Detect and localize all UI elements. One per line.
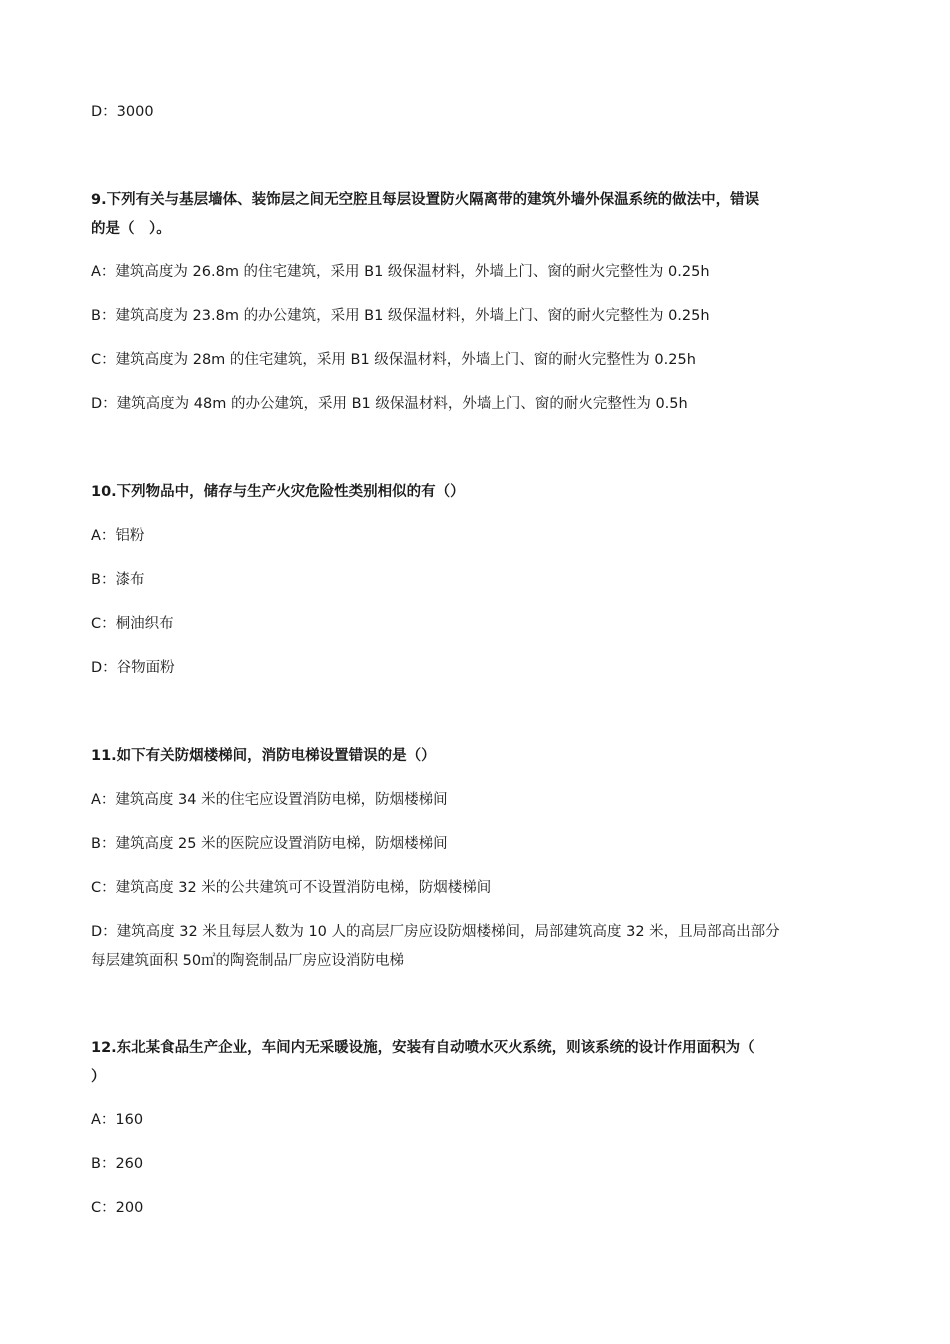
q12-stem-line2: ）	[91, 1069, 106, 1085]
q9-option-b: B：建筑高度为 23.8m 的办公建筑，采用 B1 级保温材料，外墙上门、窗的耐火完整性为 0.25h	[91, 308, 710, 324]
q9-option-c: C：建筑高度为 28m 的住宅建筑，采用 B1 级保温材料，外墙上门、窗的耐火完整性为 0.25h	[91, 352, 696, 368]
q11-option-d-line1: D：建筑高度 32 米且每层人数为 10 人的高层厂房应设防烟楼梯间，局部建筑高度 32 米，且局部高出部分	[91, 924, 780, 940]
q10-option-d: D：谷物面粉	[91, 660, 175, 676]
q11-option-c: C：建筑高度 32 米的公共建筑可不设置消防电梯，防烟楼梯间	[91, 880, 492, 896]
q12-option-c: C：200	[91, 1200, 144, 1216]
q9-option-a: A：建筑高度为 26.8m 的住宅建筑，采用 B1 级保温材料，外墙上门、窗的耐火完整性为 0.25h	[91, 264, 710, 280]
q12-stem-line1: 12.东北某食品生产企业，车间内无采暖设施，安装有自动喷水灭火系统，则该系统的设计作用面积为（	[91, 1040, 755, 1056]
q8-option-d: D：3000	[91, 104, 154, 120]
q11-option-b: B：建筑高度 25 米的医院应设置消防电梯，防烟楼梯间	[91, 836, 448, 852]
q12-option-a: A：160	[91, 1112, 144, 1128]
q11-stem: 11.如下有关防烟楼梯间，消防电梯设置错误的是（）	[91, 748, 436, 764]
q10-option-a: A：铝粉	[91, 528, 145, 544]
q10-stem: 10.下列物品中，储存与生产火灾危险性类别相似的有（）	[91, 484, 465, 500]
q11-option-d-line2: 每层建筑面积 50㎡的陶瓷制品厂房应设消防电梯	[91, 953, 405, 969]
q10-option-b: B：漆布	[91, 572, 145, 588]
q11-option-a: A：建筑高度 34 米的住宅应设置消防电梯，防烟楼梯间	[91, 792, 448, 808]
q9-stem-line2: 的是（ ）。	[91, 221, 171, 237]
q12-option-b: B：260	[91, 1156, 144, 1172]
q9-option-d: D：建筑高度为 48m 的办公建筑，采用 B1 级保温材料，外墙上门、窗的耐火完整性为 0.5h	[91, 396, 688, 412]
q10-option-c: C：桐油织布	[91, 616, 174, 632]
q9-stem-line1: 9.下列有关与基层墙体、装饰层之间无空腔且每层设置防火隔离带的建筑外墙外保温系统的做法中，错误	[91, 192, 760, 208]
